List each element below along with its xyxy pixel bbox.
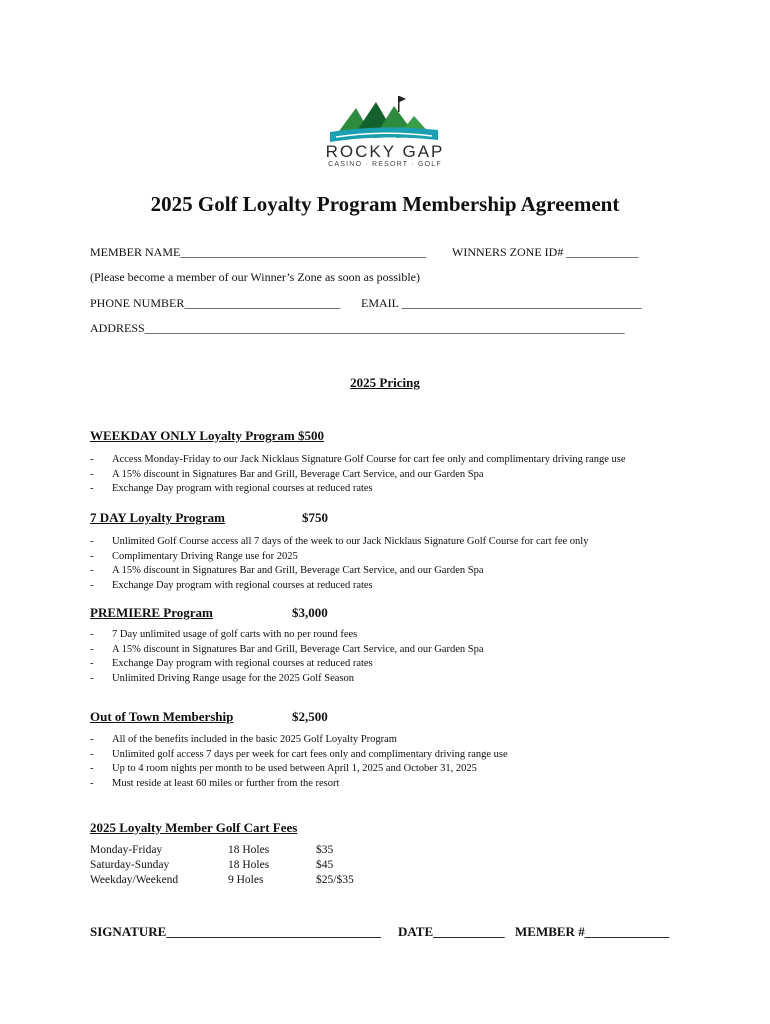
fee-row-1-holes: 18 Holes [228, 859, 270, 871]
list-item: - Must reside at least 60 miles or further from the resort [90, 777, 508, 792]
pricing-heading: 2025 Pricing [350, 375, 420, 390]
page-title: 2025 Golf Loyalty Program Membership Agreement [150, 192, 620, 216]
fee-row-2-day: Weekday/Weekend [90, 874, 179, 886]
list-item: - Up to 4 room nights per month to be used between April 1, 2025 and October 31, 2025 [90, 762, 508, 777]
list-item: - Unlimited Driving Range usage for the 2025 Golf Season [90, 672, 484, 687]
address-field[interactable]: ADDRESS________________________________________________________________________________ [90, 321, 625, 335]
program-7day-benefits [90, 535, 588, 593]
date-field[interactable]: DATE___________ [398, 924, 505, 939]
fee-row-1-day: Saturday-Sunday [90, 859, 170, 871]
fee-row-1-price: $45 [316, 859, 334, 871]
program-premiere-benefits [90, 628, 484, 686]
program-premiere-title: PREMIERE Program [90, 605, 213, 620]
brand-tagline: CASINO · RESORT · GOLF [328, 161, 442, 168]
mountain-logo-icon [320, 96, 450, 146]
fee-row-2-price: $25/$35 [316, 874, 354, 886]
winners-zone-id-field[interactable]: WINNERS ZONE ID# ____________ [452, 245, 639, 259]
list-item: - A 15% discount in Signatures Bar and Grill, Beverage Cart Service, and our Garden Spa [90, 564, 588, 579]
brand-name: ROCKY GAP [325, 142, 445, 161]
fee-row-0-price: $35 [316, 844, 334, 856]
fee-row-0-holes: 18 Holes [228, 844, 270, 856]
member-name-field[interactable]: MEMBER NAME_________________________________________ [90, 245, 427, 259]
program-7day-price: $750 [302, 510, 328, 525]
list-item: - Unlimited Golf Course access all 7 days of the week to our Jack Nicklaus Signature Golf Course for cart fee only [90, 535, 588, 550]
list-item: - Complimentary Driving Range use for 2025 [90, 550, 588, 565]
program-out-of-town-price: $2,500 [292, 709, 328, 724]
list-item: - Exchange Day program with regional courses at reduced rates [90, 579, 588, 594]
member-number-field[interactable]: MEMBER #_____________ [515, 924, 670, 939]
program-out-of-town-benefits [90, 733, 508, 791]
signature-field[interactable]: SIGNATURE_________________________________ [90, 924, 381, 939]
fee-row-0-day: Monday-Friday [90, 844, 163, 856]
cart-fees-heading: 2025 Loyalty Member Golf Cart Fees [90, 820, 298, 835]
phone-number-field[interactable]: PHONE NUMBER__________________________ [90, 296, 341, 310]
program-weekday-title: WEEKDAY ONLY Loyalty Program $500 [90, 428, 325, 443]
list-item: - All of the benefits included in the basic 2025 Golf Loyalty Program [90, 733, 508, 748]
list-item: - A 15% discount in Signatures Bar and Grill, Beverage Cart Service, and our Garden Spa [90, 468, 625, 483]
list-item: - A 15% discount in Signatures Bar and Grill, Beverage Cart Service, and our Garden Spa [90, 643, 484, 658]
program-out-of-town-title: Out of Town Membership [90, 709, 234, 724]
list-item: - Access Monday-Friday to our Jack Nicklaus Signature Golf Course for cart fee only and complimentary driving range use [90, 453, 625, 468]
email-field[interactable]: EMAIL ________________________________________ [361, 296, 642, 310]
fee-row-2-holes: 9 Holes [228, 874, 264, 886]
winners-zone-note: (Please become a member of our Winner’s Zone as soon as possible) [90, 270, 420, 284]
program-weekday-benefits [90, 453, 625, 497]
program-premiere-price: $3,000 [292, 605, 328, 620]
list-item: - Unlimited golf access 7 days per week for cart fees only and complimentary driving range use [90, 748, 508, 763]
list-item: - Exchange Day program with regional courses at reduced rates [90, 657, 484, 672]
list-item: - 7 Day unlimited usage of golf carts with no per round fees [90, 628, 484, 643]
list-item: - Exchange Day program with regional courses at reduced rates [90, 482, 625, 497]
program-7day-title: 7 DAY Loyalty Program [90, 510, 225, 525]
